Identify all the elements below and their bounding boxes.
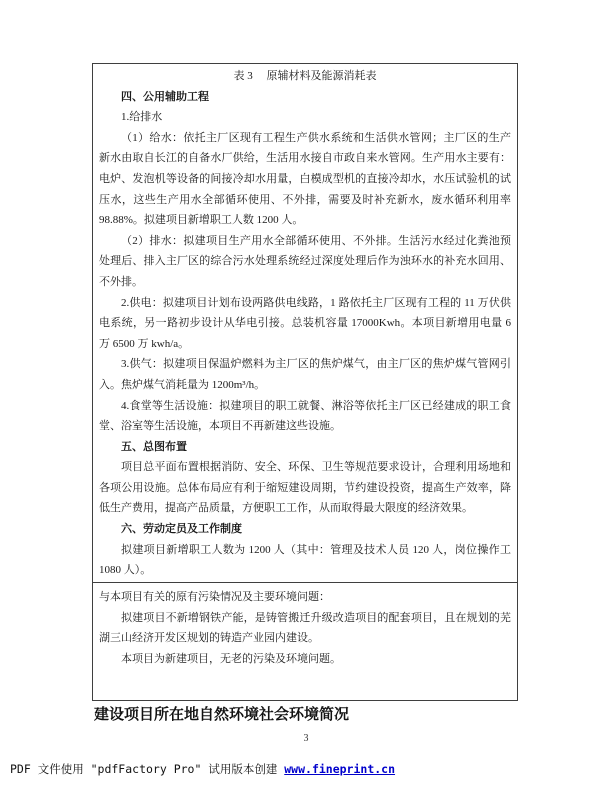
section-heading-layout: 五、总图布置 xyxy=(121,440,187,453)
paragraph-gas-supply: 3.供气：拟建项目保温炉燃料为主厂区的焦炉煤气，由主厂区的焦炉煤气管网引入。焦炉煤气消耗量为 1200m³/h。 xyxy=(99,358,511,391)
paragraph-drainage: （2）排水：拟建项目生产用水全部循环使用、不外排。生活污水经过化粪池预处理后、排入主厂区的综合污水处理系统经过深度处理后作为浊环水的补充水回用、不外排。 xyxy=(99,234,511,288)
watermark-text: PDF 文件使用 "pdfFactory Pro" 试用版本创建 xyxy=(10,762,285,776)
next-section-heading: 建设项目所在地自然环境社会环境简况 xyxy=(94,707,350,723)
fineprint-link[interactable]: www.fineprint.cn xyxy=(284,762,396,776)
table-cell-utilities xyxy=(93,64,517,583)
table-cell-pollution xyxy=(93,583,517,700)
section-heading-utilities: 四、公用辅助工程 xyxy=(121,90,209,103)
pollution-section-label: 与本项目有关的原有污染情况及主要环境问题： xyxy=(99,591,330,603)
paragraph-power-supply: 2.供电：拟建项目计划布设两路供电线路，1 路依托主厂区现有工程的 11 万伏供电系统，另一路初步设计从华电引接。总装机容量 17000Kwh。本项目新增用电量 6 万 6500 万 kwh/a。 xyxy=(99,296,511,350)
paragraph-pollution-2: 本项目为新建项目，无老的污染及环境问题。 xyxy=(121,652,341,665)
section-heading-staffing: 六、劳动定员及工作制度 xyxy=(121,523,242,536)
subsection-water-supply-drainage: 1.给排水 xyxy=(121,111,163,124)
pdffactory-watermark xyxy=(10,761,395,777)
paragraph-pollution-1: 拟建项目不新增钢铁产能，是铸管搬迁升级改造项目的配套项目，且在规划的芜湖三山经济开发区规划的铸造产业园内建设。 xyxy=(99,611,511,645)
form-table xyxy=(92,63,518,701)
page-number: 3 xyxy=(303,733,309,744)
paragraph-water-supply: （1）给水：依托主厂区现有工程生产供水系统和生活供水管网；主厂区的生产新水由取自长江的自备水厂供给，生活用水接自市政自来水管网。生产用水主要有：电炉、发泡机等设备的间接冷却水用量，白模成型机的直接冷却水，水压试验机的试压水，这些生产用水全部循环使用、不外排，需要及时补充新水，废水循环利用率 98.88%。拟建项目新增职工人数 1200 人。 xyxy=(99,131,511,227)
paragraph-layout: 项目总平面布置根据消防、安全、环保、卫生等规范要求设计，合理利用场地和各项公用设施。总体布局应有利于缩短建设周期，节约建设投资，提高生产效率，降低生产费用，提高产品质量，方便职工工作，从而取得最大限度的经济效果。 xyxy=(99,461,511,515)
paragraph-staffing: 拟建项目新增职工人数为 1200 人（其中：管理及技术人员 120 人，岗位操作工 1080 人）。 xyxy=(99,543,511,577)
table-caption: 表 3 原辅材料及能源消耗表 xyxy=(233,70,377,82)
paragraph-canteen-facilities: 4.食堂等生活设施：拟建项目的职工就餐、淋浴等依托主厂区已经建成的职工食堂、浴室等生活设施，本项目不再新建这些设施。 xyxy=(99,399,511,433)
